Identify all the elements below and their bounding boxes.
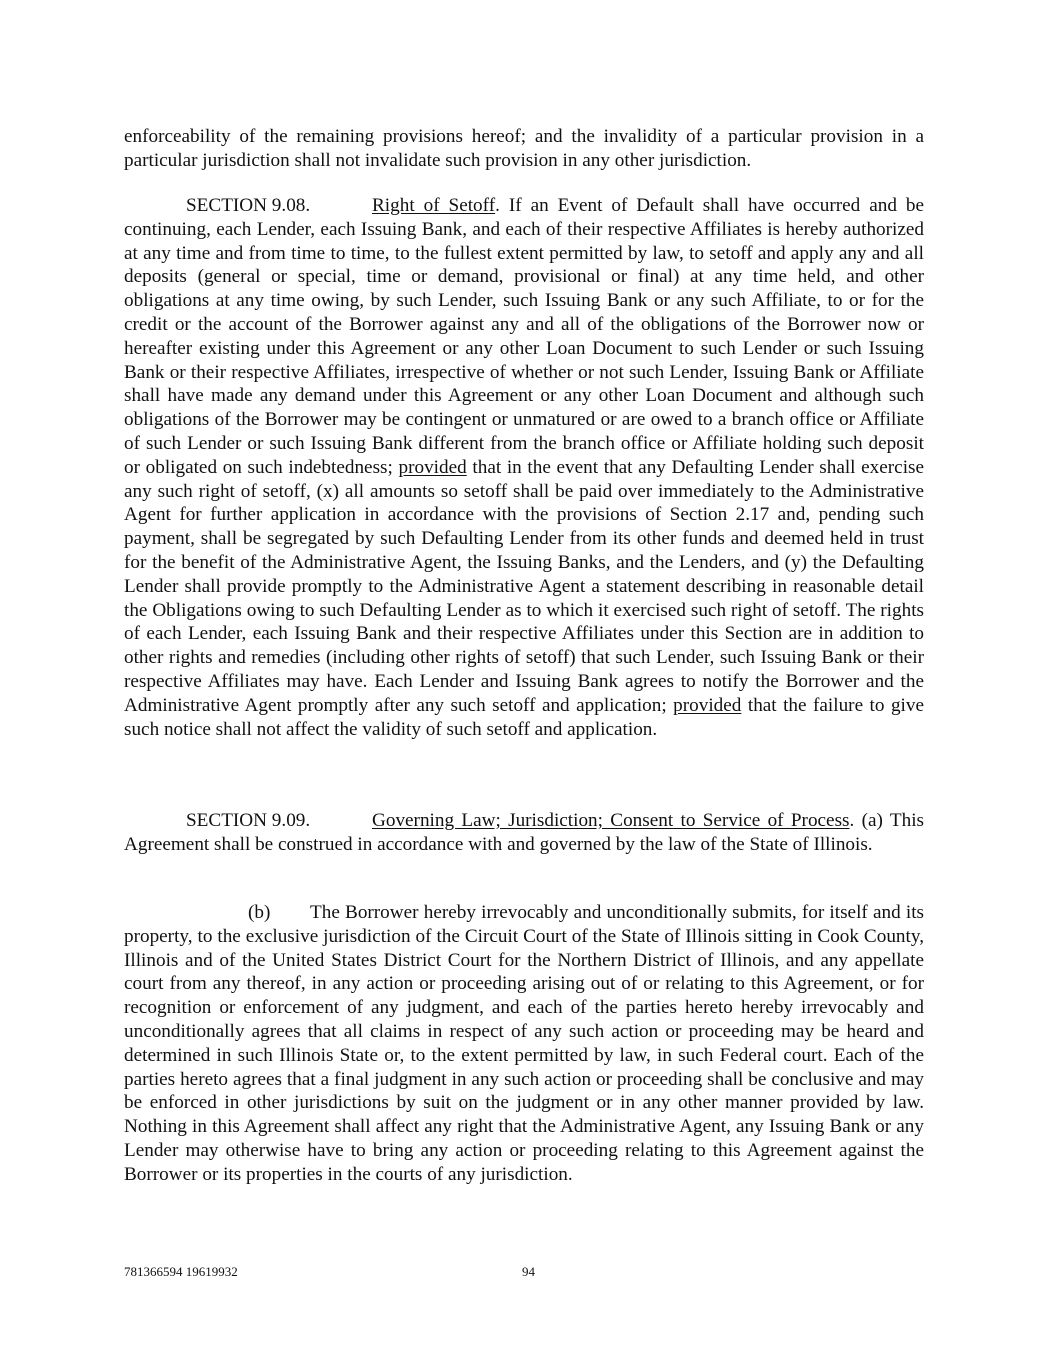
section-number: SECTION 9.08. [186, 195, 311, 216]
section-9-08: SECTION 9.08. Right of Setoff. If an Event of Default shall have occurred and be continuing, each Lender, each Issuing Bank, and each of their respective Affiliates is hereby authorized at any time and from time to time, to the fullest extent permitted by law, to setoff and apply any and all deposits (general or special, time or demand, provisional or final) at any time held, and other obligations at any time owing, by such Lender, such Issuing Bank or any such Affiliate, to or for the credit or the account of the Borrower against any and all of the obligations of the Borrower now or hereafter existing under this Agreement or any other Loan Document to such Lender or such Issuing Bank or their respective Affiliates, irrespective of whether or not such Lender, Issuing Bank or Affiliate shall have made any demand under this Agreement or any other Loan Document and although such obligations of the Borrower may be contingent or unmatured or are owed to a branch office or Affiliate of such Lender or such Issuing Bank different from the branch office or Affiliate holding such deposit or obligated on such indebtedness; provided that in the event that any Defaulting Lender shall exercise any such right of setoff, (x) all amounts so setoff shall be paid over immediately to the Administrative Agent for further application in accordance with the provisions of Section 2.17 and, pending such payment, shall be segregated by such Defaulting Lender from its other funds and deemed held in trust for the benefit of the Administrative Agent, the Issuing Banks, and the Lenders, and (y) the Defaulting Lender shall provide promptly to the Administrative Agent a statement describing in reasonable detail the Obligations owing to such Defaulting Lender as to which it exercised such right of setoff. The rights of each Lender, each Issuing Bank and their respective Affiliates under this Section are in addition to other rights and remedies (including other rights of setoff) that such Lender, such Issuing Bank or their respective Affiliates may have. Each Lender and Issuing Bank agrees to notify the Borrower and the Administrative Agent promptly after any such setoff and application; provided that the failure to give such notice shall not affect the validity of such setoff and application. [124, 195, 925, 740]
footer-doc-id: 781366594 19619932 [124, 1264, 238, 1279]
section-heading: Right of Setoff [372, 195, 496, 216]
page-number: 94 [522, 1264, 535, 1279]
section-heading: Governing Law; Jurisdiction; Consent to Service of Process [372, 810, 850, 831]
subsection-b: (b) The Borrower hereby irrevocably and unconditionally submits, for itself and its property, to the exclusive jurisdiction of the Circuit Court of the State of Illinois sitting in Cook County, Illinois and of the United States District Court for the Northern District of Illinois, and any appellate court from any thereof, in any action or proceeding arising out of or relating to this Agreement, or for recognition or enforcement of any judgment, and each of the parties hereto hereby irrevocably and unconditionally agrees that all claims in respect of any such action or proceeding may be heard and determined in such Illinois State or, to the extent permitted by law, in such Federal court. Each of the parties hereto agrees that a final judgment in any such action or proceeding shall be conclusive and may be enforced in other jurisdictions by suit on the judgment or in any other manner provided by law. Nothing in this Agreement shall affect any right that the Administrative Agent, any Issuing Bank or any Lender may otherwise have to bring any action or proceeding relating to this Agreement against the Borrower or its properties in the courts of any jurisdiction. [124, 902, 924, 1185]
provided-term: provided [673, 694, 742, 716]
paragraph-continuation: enforceability of the remaining provisions hereof; and the invalidity of a particular provision in a particular jurisdiction shall not invalidate such provision in any other jurisdiction. [124, 126, 924, 171]
section-number: SECTION 9.09. [186, 810, 311, 831]
subsection-label: (b) [248, 902, 271, 923]
provided-term: provided [398, 456, 467, 478]
section-9-09: SECTION 9.09. Governing Law; Jurisdiction; Consent to Service of Process. (a) This Agreement shall be construed in accordance with and governed by the law of the State of Illinois. [124, 810, 924, 855]
